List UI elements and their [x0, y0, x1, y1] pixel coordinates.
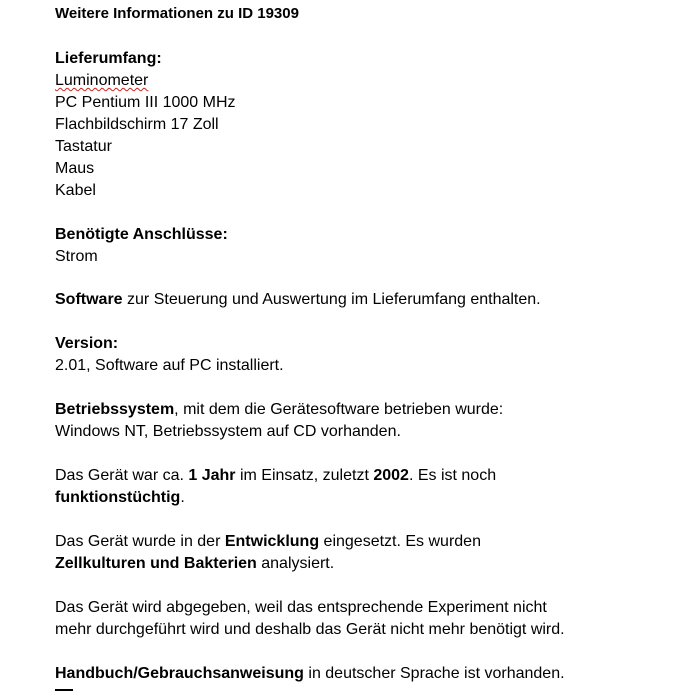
entwicklung-text: analysiert.	[256, 555, 335, 572]
version-heading: Version:	[55, 335, 119, 352]
lieferumfang-item: Maus	[55, 160, 95, 177]
lieferumfang-item: Kabel	[55, 182, 96, 199]
betriebssystem-line2: Windows NT, Betriebssystem auf CD vorhanden.	[55, 423, 401, 440]
software-section	[55, 289, 541, 311]
version-value: 2.01, Software auf PC installiert.	[55, 357, 284, 374]
handbuch-section	[55, 663, 565, 685]
einsatz-section	[55, 465, 496, 509]
anschluesse-heading: Benötigte Anschlüsse:	[55, 226, 228, 243]
lieferumfang-item-text: Luminometer	[55, 72, 149, 89]
einsatz-year: 2002	[373, 467, 409, 484]
entwicklung-line2	[55, 553, 481, 575]
version-section	[55, 333, 284, 377]
einsatz-text: .	[180, 489, 185, 506]
entwicklung-bold: Entwicklung	[224, 533, 320, 550]
entwicklung-section	[55, 531, 481, 575]
betriebssystem-text: , mit dem die Gerätesoftware betrieben wurde:	[174, 401, 504, 418]
betriebssystem-bold: Betriebssystem	[55, 401, 175, 418]
anschluesse-section	[55, 224, 228, 268]
lieferumfang-item: Tastatur	[55, 138, 112, 155]
handbuch-bold: Handbuch/Gebrauchsanweisung	[55, 665, 304, 682]
handbuch-line	[55, 663, 565, 685]
einsatz-text: im Einsatz, zuletzt	[235, 467, 374, 484]
einsatz-text: Das Gerät war ca.	[55, 467, 189, 484]
cursor-mark	[55, 689, 73, 691]
software-line	[55, 289, 541, 311]
einsatz-status: funktionstüchtig	[55, 489, 181, 506]
abgabe-line1: Das Gerät wird abgegeben, weil das entsprechende Experiment nicht	[55, 599, 547, 616]
entwicklung-text: eingesetzt. Es wurden	[319, 533, 481, 550]
handbuch-text: in deutscher Sprache ist vorhanden.	[303, 665, 565, 682]
einsatz-text: . Es ist noch	[408, 467, 497, 484]
betriebssystem-section	[55, 399, 503, 443]
software-bold: Software	[55, 291, 123, 308]
entwicklung-text: Das Gerät wurde in der	[55, 533, 225, 550]
anschluesse-value: Strom	[55, 248, 98, 265]
entwicklung-line	[55, 531, 481, 553]
einsatz-line2	[55, 487, 496, 509]
lieferumfang-section	[55, 48, 236, 202]
page-title: Weitere Informationen zu ID 19309	[55, 5, 299, 22]
einsatz-duration: 1 Jahr	[188, 467, 236, 484]
lieferumfang-item: Flachbildschirm 17 Zoll	[55, 116, 219, 133]
abgabe-section	[55, 597, 565, 641]
lieferumfang-item	[55, 70, 236, 92]
lieferumfang-item: PC Pentium III 1000 MHz	[55, 94, 236, 111]
entwicklung-subjects: Zellkulturen und Bakterien	[55, 555, 257, 572]
abgabe-line2: mehr durchgeführt wird und deshalb das Gerät nicht mehr benötigt wird.	[55, 621, 565, 638]
einsatz-line	[55, 465, 496, 487]
betriebssystem-line	[55, 399, 503, 421]
lieferumfang-heading: Lieferumfang:	[55, 50, 162, 67]
software-text: zur Steuerung und Auswertung im Lieferumfang enthalten.	[122, 291, 541, 308]
